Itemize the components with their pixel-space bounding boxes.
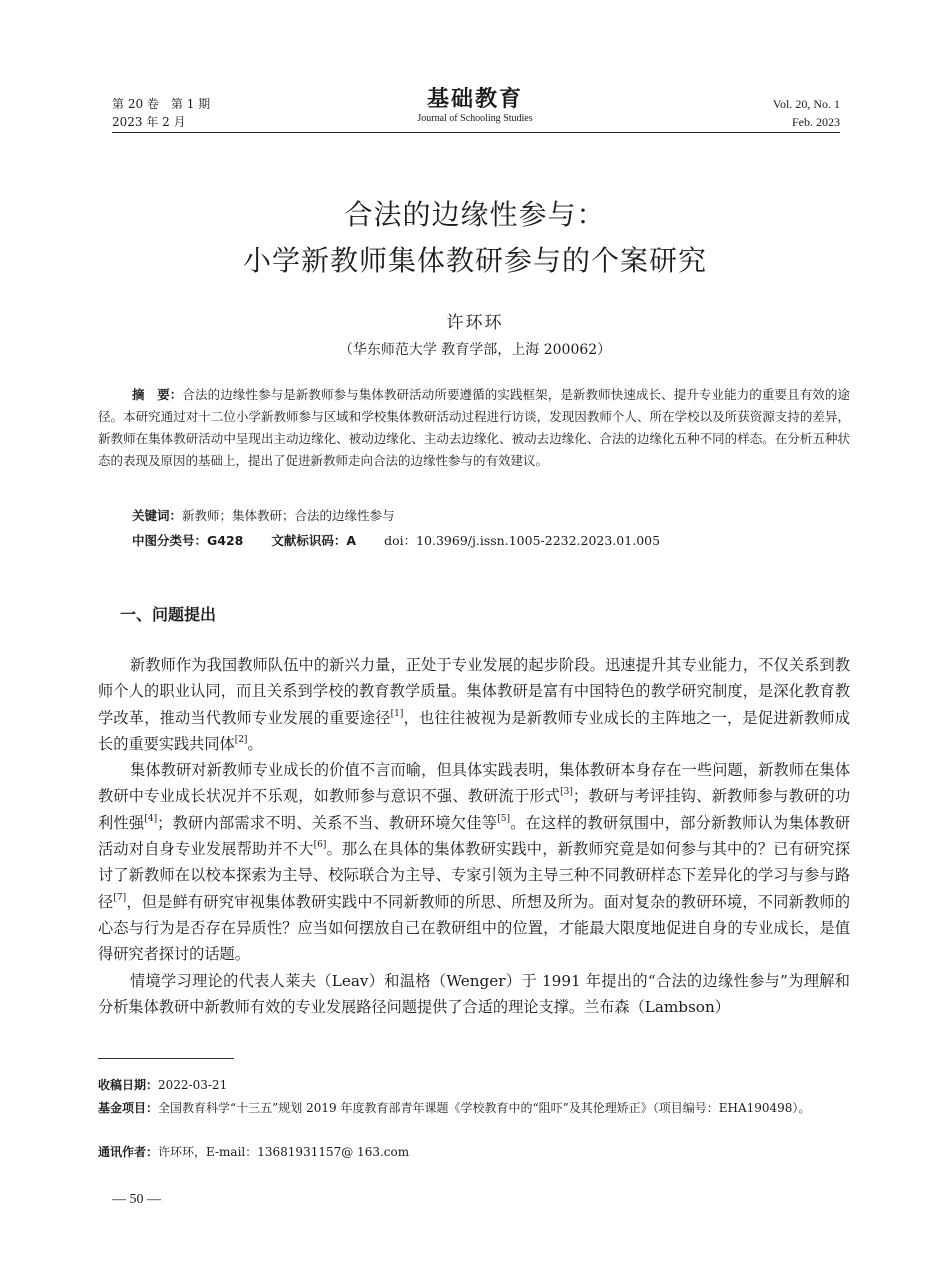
abstract-text: 合法的边缘性参与是新教师参与集体教研活动所要遵循的实践框架，是新教师快速成长、提升专业能力的重要且有效的途径。本研究通过对十二位小学新教师参与区域和学校集体教研活动过程进行访谈，发现因教师个人、所在学校以及所获资源支持的差异，新教师在集体教研活动中呈现出主动边缘化、被动边缘化、主动去边缘化、被动去边缘化、合法的边缘化五种不同的样态。在分析五种状态的表现及原因的基础上，提出了促进新教师走向合法的边缘性参与的有效建议。 — [98, 387, 850, 468]
received-label: 收稿日期： — [98, 1078, 159, 1092]
footnote-corresponding — [98, 1142, 850, 1162]
body-text-run: ；教研内部需求不明、关系不当、教研环境欠佳等 — [157, 813, 498, 832]
paper-title-line1: 合法的边缘性参与： — [344, 198, 606, 231]
header-volume-en — [773, 95, 840, 131]
citation-ref: [6] — [313, 840, 327, 851]
author-name: 许环环 — [446, 313, 504, 333]
keywords — [132, 505, 395, 527]
corr-text: 许环环，E-mail：13681931157@ 163.com — [158, 1145, 410, 1159]
keywords-text: 新教师；集体教研；合法的边缘性参与 — [182, 508, 395, 523]
footnote-fund — [98, 1098, 850, 1118]
fund-label: 基金项目： — [98, 1101, 159, 1115]
body-text-run: 集体教研对新教师专业成长的价值不言而喻，但具体实践表明，集体教研本身存在一些问题，新教师在集体教研中专业成长状况并不乐观，如教师参与意识不强、教研流于形式 — [98, 761, 850, 806]
author-affiliation: （华东师范大学 教育学部，上海 200062） — [338, 342, 612, 358]
citation-ref: [7] — [113, 892, 127, 903]
body-paragraph — [98, 652, 850, 757]
paper-title-line2: 小学新教师集体教研参与的个案研究 — [242, 244, 707, 277]
body-text-run: 。那么在具体的集体教研实践中，新教师究竟是如何参与其中的？已有研究探讨了新教师在以校本探索为主导、校际联合为主导、专家引领为主导三种不同教研样态下差异化的学习与参与路径 — [98, 840, 851, 911]
journal-logo-cn: 基础教育 — [426, 86, 523, 112]
abstract — [98, 384, 850, 472]
corr-label: 通讯作者： — [98, 1145, 159, 1159]
body-text-run: 。在这样的教研氛围中，部分新教师认为集体教研活动对自身专业发展帮助并不大 — [98, 813, 851, 859]
header-rule — [112, 132, 840, 133]
header-date-en: Feb. 2023 — [792, 115, 840, 129]
citation-ref: [2] — [234, 734, 248, 745]
doi: doi：10.3969/j.issn.1005-2232.2023.01.005 — [384, 533, 661, 548]
citation-ref: [1] — [390, 708, 404, 719]
footnote-rule — [98, 1058, 234, 1059]
received-date: 2022-03-21 — [158, 1078, 228, 1092]
citation-ref: [4] — [144, 813, 158, 824]
body-text-run: ，也往往被视为是新教师专业成长的主阵地之一，是促进新教师成长的重要实践共同体 — [98, 708, 851, 753]
journal-masthead — [375, 86, 575, 126]
section-heading: 一、问题提出 — [120, 605, 217, 624]
body-text-run: 新教师作为我国教师队伍中的新兴力量，正处于专业发展的起步阶段。迅速提升其专业能力，不仅关系到教师个人的职业认同，而且关系到学校的教育教学质量。集体教研是富有中国特色的教学研究制度，是深化教育教学改革，推动当代教师专业发展的重要途径 — [98, 656, 850, 727]
clc-label: 中图分类号： — [132, 533, 208, 548]
journal-name-en: Journal of Schooling Studies — [417, 113, 533, 124]
header-volume-issue-en: Vol. 20, No. 1 — [772, 97, 840, 111]
body-paragraph — [98, 757, 850, 967]
body-text-run: ，但是鲜有研究审视集体教研实践中不同新教师的所思、所想及所为。面对复杂的教研环境，不同新教师的心态与行为是否存在异质性？应当如何摆放自己在教研组中的位置，才能最大限度地促进自身的专业成长，是值得研究者探讨的话题。 — [98, 892, 851, 964]
body-text-run: ；教研与考评挂钩、新教师参与教研的功利性强 — [98, 787, 851, 832]
header-volume-issue: 第 20 卷 第 1 期 — [112, 97, 211, 111]
body-text — [98, 652, 850, 1020]
body-text-run: 。 — [247, 734, 263, 753]
keywords-label: 关键词： — [132, 508, 183, 523]
fund-text: 全国教育科学“十三五”规划 2019 年度教育部青年课题《学校教育中的“阻吓”及其伦理矫正》（项目编号：EHA190498）。 — [158, 1101, 811, 1115]
clc-value: G428 — [207, 533, 244, 548]
citation-ref: [3] — [560, 787, 573, 798]
footnote-received — [98, 1075, 850, 1095]
citation-ref: [5] — [497, 813, 510, 824]
abstract-label: 摘 要： — [132, 387, 183, 402]
page-number: — 50 — — [112, 1192, 161, 1207]
body-paragraph: 情境学习理论的代表人莱夫（Leav）和温格（Wenger）于 1991 年提出的“合法的边缘性参与”为理解和分析集体教研中新教师有效的专业发展路径问题提供了合适的理论支撑。兰布森（Lambson） — [98, 971, 850, 1016]
doc-code-label: 文献标识码： — [271, 533, 347, 548]
doc-code-value: A — [346, 533, 357, 548]
header-volume-cn — [112, 95, 210, 131]
classification-line — [132, 530, 660, 552]
header-date-cn: 2023 年 2 月 — [112, 115, 186, 129]
